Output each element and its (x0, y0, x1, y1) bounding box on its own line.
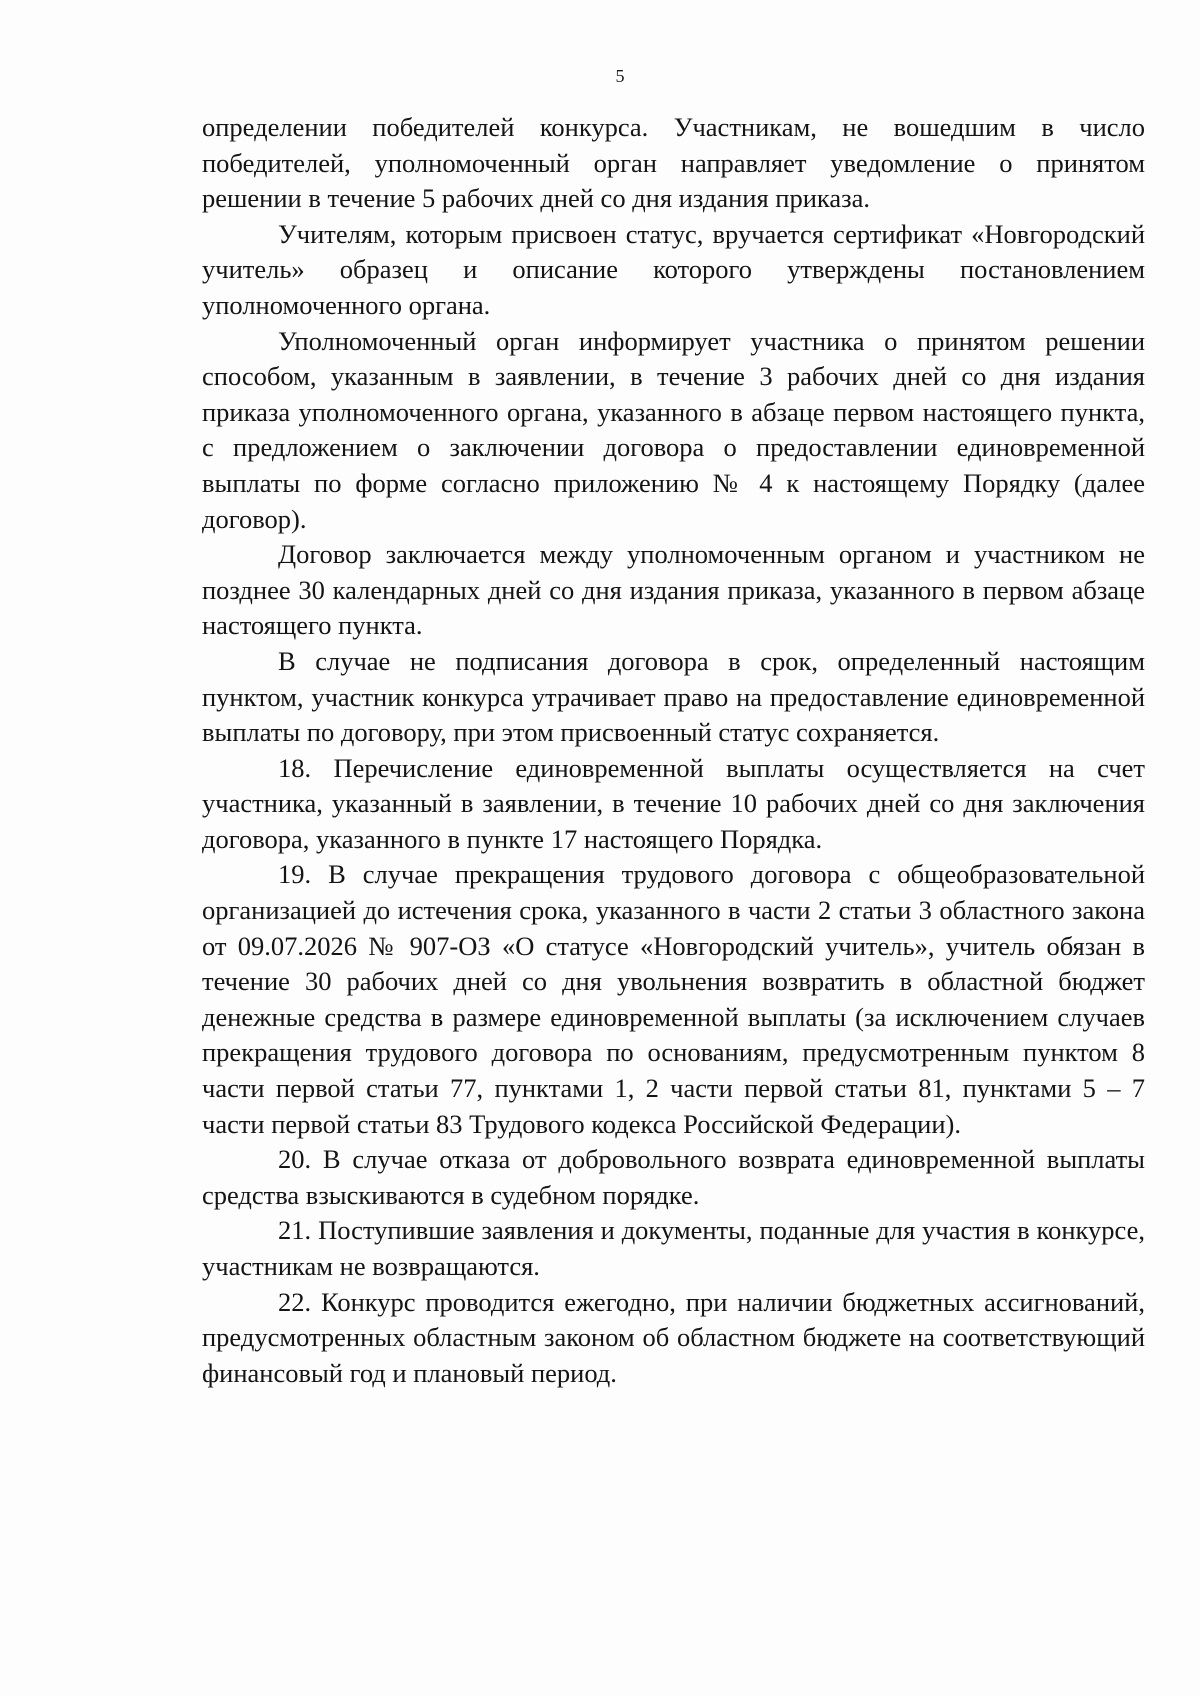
paragraph-contract-not-signed: В случае не подписания договора в срок, определенный настоящим пунктом, участник конкурса утрачивает право на предоставление единовременной выплаты по договору, при этом присвоенный статус сохраняется. (202, 645, 1145, 748)
paragraph-notification: Уполномоченный орган информирует участника о принятом решении способом, указанным в заявлении, в течение 3 рабочих дней со дня издания приказа уполномоченного органа, указанного в абзаце первом настоящего пункта, с предложением о заключении договора о предоставлении единовременной выплаты по форме согласно приложению № 4 к настоящему Порядку (далее договор). (202, 325, 1145, 534)
document-body (202, 110, 1145, 1391)
paragraph-item-21: 21. Поступившие заявления и документы, поданные для участия в конкурсе, участникам не возвращаются. (202, 1215, 1145, 1281)
paragraph-item-20: 20. В случае отказа от добровольного возврата единовременной выплаты средства взыскиваются в судебном порядке. (202, 1144, 1145, 1210)
paragraph-contract-deadline: Договор заключается между уполномоченным органом и участником не позднее 30 календарных дней со дня издания приказа, указанного в первом абзаце настоящего пункта. (202, 539, 1145, 641)
paragraph-continuation: определении победителей конкурса. Участникам, не вошедшим в число победителей, уполномоченный орган направляет уведомление о принятом решении в течение 5 рабочих дней со дня издания приказа. (202, 112, 1145, 214)
paragraph-item-19: 19. В случае прекращения трудового договора с общеобразовательной организацией до истечения срока, указанного в части 2 статьи 3 областного закона от 09.07.2026 № 907-ОЗ «О статусе «Новгородский учитель», учитель обязан в течение 30 рабочих дней со дня увольнения возвратить в областной бюджет денежные средства в размере единовременной выплаты (за исключением случаев прекращения трудового договора по основаниям, предусмотренным пунктом 8 части первой статьи 77, пунктами 1, 2 части первой статьи 81, пунктами 5 – 7 части первой статьи 83 Трудового кодекса Российской Федерации). (202, 859, 1145, 1139)
paragraph-item-18: 18. Перечисление единовременной выплаты осуществляется на счет участника, указанный в заявлении, в течение 10 рабочих дней со дня заключения договора, указанного в пункте 17 настоящего Порядка. (202, 752, 1145, 854)
page-number: 5 (615, 66, 625, 86)
paragraph-certificate: Учителям, которым присвоен статус, вручается сертификат «Новгородский учитель» образец и описание которого утверждены постановлением уполномоченного органа. (202, 218, 1145, 320)
paragraph-item-22: 22. Конкурс проводится ежегодно, при наличии бюджетных ассигнований, предусмотренных областным законом об областном бюджете на соответствующий финансовый год и плановый период. (202, 1286, 1145, 1388)
